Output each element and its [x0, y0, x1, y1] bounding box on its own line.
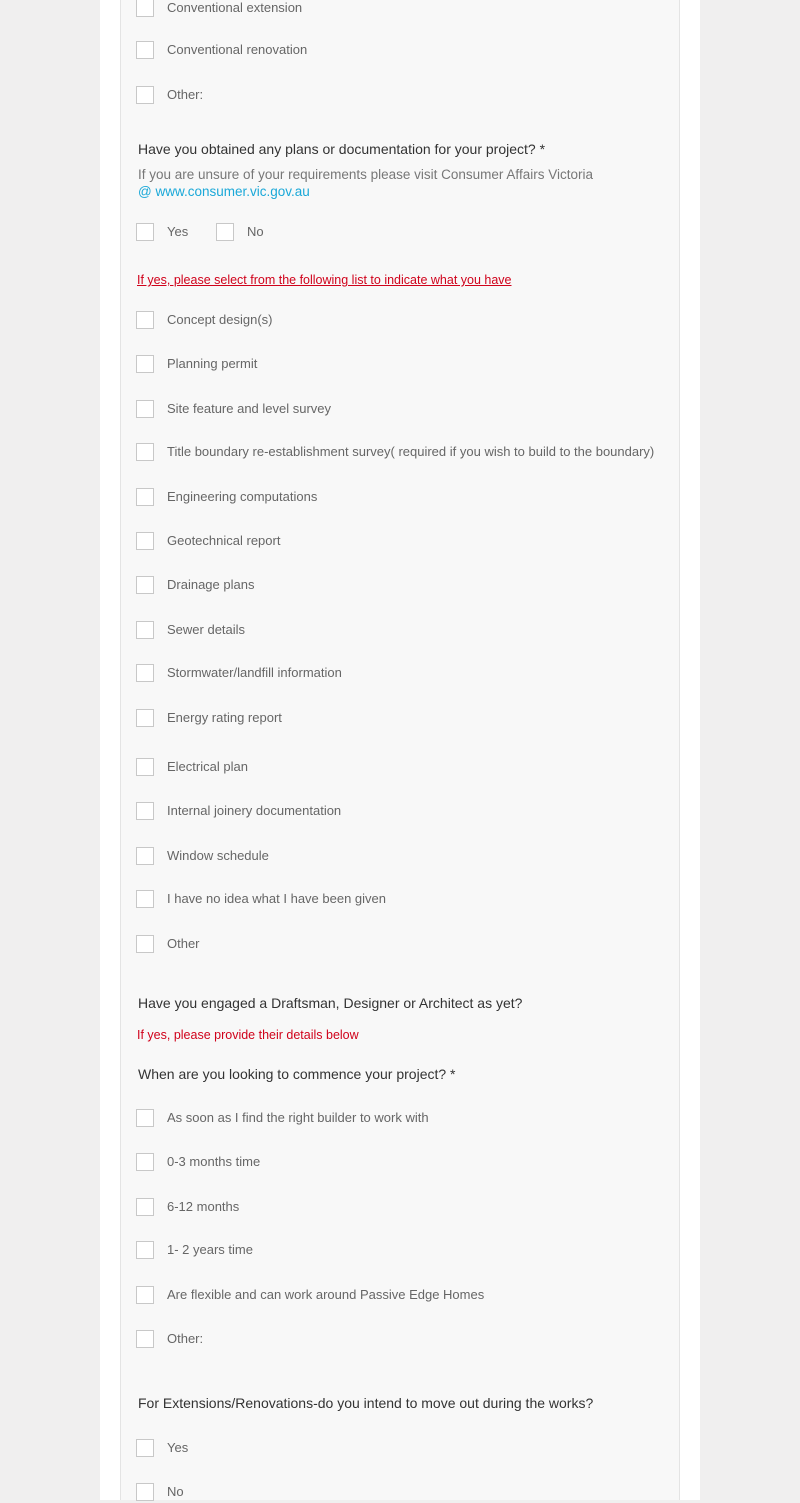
checkbox-box[interactable] — [136, 488, 154, 506]
checkbox-box[interactable] — [136, 532, 154, 550]
plans-help-text — [138, 166, 593, 200]
checkbox-label: 6-12 months — [167, 1199, 240, 1214]
checkbox-label: Sewer details — [167, 622, 246, 637]
checkbox-box[interactable] — [136, 0, 154, 17]
consumer-affairs-link[interactable]: @ www.consumer.vic.gov.au — [138, 184, 310, 199]
checkbox-box[interactable] — [136, 758, 154, 776]
checkbox-label: As soon as I find the right builder to work with — [167, 1110, 429, 1125]
checkbox-box[interactable] — [136, 1330, 154, 1348]
checkbox-box[interactable] — [136, 621, 154, 639]
checkbox-label: Other: — [167, 1331, 204, 1346]
checkbox-label: Yes — [167, 224, 189, 239]
checkbox-label: Planning permit — [167, 356, 258, 371]
page-container — [100, 0, 700, 1500]
checkbox-label: Other — [167, 936, 200, 951]
help-text: If you are unsure of your requirements please visit Consumer Affairs Victoria — [138, 167, 593, 182]
checkbox-box[interactable] — [136, 935, 154, 953]
checkbox-box[interactable] — [136, 355, 154, 373]
checkbox-label: No — [247, 224, 264, 239]
checkbox-box[interactable] — [136, 400, 154, 418]
checkbox-box[interactable] — [136, 802, 154, 820]
checkbox-label: Geotechnical report — [167, 533, 281, 548]
checkbox-box[interactable] — [136, 1241, 154, 1259]
checkbox-label: Engineering computations — [167, 489, 318, 504]
documents-instruction: If yes, please select from the following list to indicate what you have — [137, 273, 512, 287]
checkbox-label: Drainage plans — [167, 577, 255, 592]
checkbox-box[interactable] — [136, 890, 154, 908]
checkbox-box[interactable] — [136, 847, 154, 865]
checkbox-box[interactable] — [136, 443, 154, 461]
checkbox-box[interactable] — [136, 664, 154, 682]
checkbox-label: Concept design(s) — [167, 312, 273, 327]
checkbox-box[interactable] — [136, 1109, 154, 1127]
checkbox-box[interactable] — [136, 709, 154, 727]
checkbox-label: Title boundary re-establishment survey( required if you wish to build to the boundary) — [167, 444, 655, 459]
checkbox-label: Energy rating report — [167, 710, 282, 725]
checkbox-label: No — [167, 1484, 184, 1499]
checkbox-box[interactable] — [136, 1483, 154, 1501]
checkbox-label: Other: — [167, 87, 204, 102]
checkbox-label: Window schedule — [167, 848, 269, 863]
checkbox-label: Site feature and level survey — [167, 401, 332, 416]
checkbox-label: 1- 2 years time — [167, 1242, 253, 1257]
checkbox-label: Yes — [167, 1440, 189, 1455]
checkbox-label: Are flexible and can work around Passive Edge Homes — [167, 1287, 485, 1302]
checkbox-box[interactable] — [136, 1286, 154, 1304]
checkbox-label: Conventional renovation — [167, 42, 308, 57]
checkbox-box[interactable] — [216, 223, 234, 241]
checkbox-box[interactable] — [136, 41, 154, 59]
checkbox-box[interactable] — [136, 1439, 154, 1457]
designer-question-title: Have you engaged a Draftsman, Designer or Architect as yet? — [138, 995, 523, 1011]
checkbox-label: 0-3 months time — [167, 1154, 261, 1169]
checkbox-box[interactable] — [136, 576, 154, 594]
plans-question-title: Have you obtained any plans or documentation for your project? * — [138, 141, 546, 157]
checkbox-label: Electrical plan — [167, 759, 248, 774]
designer-note: If yes, please provide their details below — [137, 1028, 359, 1042]
checkbox-box[interactable] — [136, 1198, 154, 1216]
checkbox-label: Stormwater/landfill information — [167, 665, 342, 680]
commence-question-title: When are you looking to commence your project? * — [138, 1066, 456, 1082]
form-card — [120, 0, 680, 1500]
checkbox-label: Conventional extension — [167, 0, 303, 15]
checkbox-box[interactable] — [136, 311, 154, 329]
checkbox-box[interactable] — [136, 1153, 154, 1171]
checkbox-label: I have no idea what I have been given — [167, 891, 386, 906]
checkbox-box[interactable] — [136, 86, 154, 104]
checkbox-label: Internal joinery documentation — [167, 803, 342, 818]
checkbox-box[interactable] — [136, 223, 154, 241]
move-out-question-title: For Extensions/Renovations-do you intend to move out during the works? — [138, 1395, 594, 1411]
